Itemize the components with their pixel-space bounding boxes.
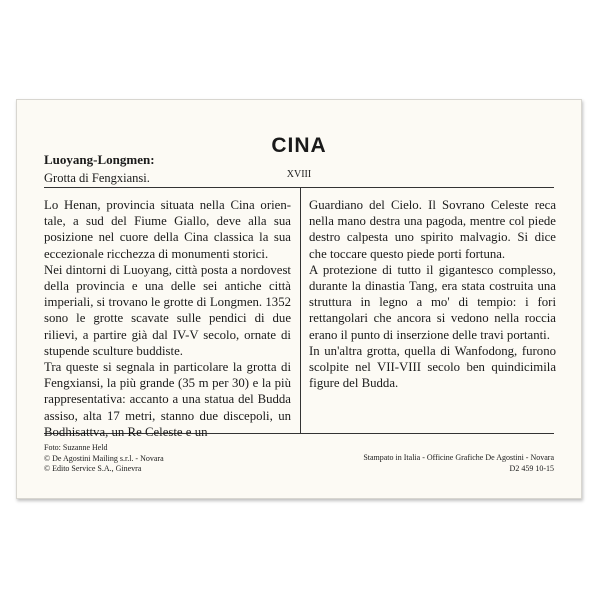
paragraph: A protezione di tutto il gigantesco complesso, durante la dinastia Tang, era stata costruita una struttura in legno a mo' di tempio: i fori rettangolari che ancora si vedono nella roccia erano il punto di inserzione delle travi portanti. — [309, 262, 556, 342]
top-rule — [44, 187, 554, 188]
place-name: Luoyang-Longmen: — [44, 152, 155, 167]
copyright-line: © De Agostini Mailing s.r.l. - Novara — [44, 453, 164, 463]
printer-line: Stampato in Italia - Officine Grafiche De Agostini - Novara — [363, 453, 554, 462]
paragraph: Guardiano del Cielo. Il Sovrano Celeste reca nella mano destra una pagoda, mentre col piede destro calpesta uno spirito malvagio. Si dice che toccare questo piede porti fortuna. — [309, 198, 556, 261]
print-info — [363, 453, 554, 474]
paragraph: Tra queste si segnala in particolare la grotta di Fengxiansi, la più grande (35 m per 30) e la più rappresentativa: accanto a una statua del Budda assiso, alta 17 metri, stanno due discepoli, un Bodhisattva, un Re Celeste e un — [44, 360, 291, 439]
card-title: CINA — [271, 134, 327, 157]
paragraph: In un'altra grotta, quella di Wanfodong, furono scolpite nel VII-VIII secolo ben quindicimila figure del Budda. — [309, 343, 556, 391]
left-column — [44, 197, 291, 440]
card-number: XVIII — [286, 169, 312, 180]
paragraph: Lo Henan, provincia situata nella Cina orientale, a sud del Fiume Giallo, deve alla sua posizione nel cuore della Cina classica la sua eccezionale ricchezza di monumenti storici. — [44, 198, 291, 261]
photo-credit: Foto: Suzanne Held — [44, 443, 108, 452]
postcard — [16, 99, 582, 499]
credits — [44, 443, 164, 475]
product-code: D2 459 10-15 — [509, 463, 554, 473]
copyright-line: © Edito Service S.A., Ginevra — [44, 464, 142, 473]
paragraph: Nei dintorni di Luoyang, città posta a nordovest della provincia e una delle sei antiche città imperiali, si trovano le grotte di Longmen. 1352 sono le grotte scavate sulle pendici di due rilievi, a partire già dal IV-V secolo, ornate di stupende sculture buddiste. — [44, 262, 291, 358]
column-divider — [300, 187, 301, 433]
right-column — [309, 197, 556, 391]
place-subtitle: Grotta di Fengxiansi. — [44, 171, 150, 185]
